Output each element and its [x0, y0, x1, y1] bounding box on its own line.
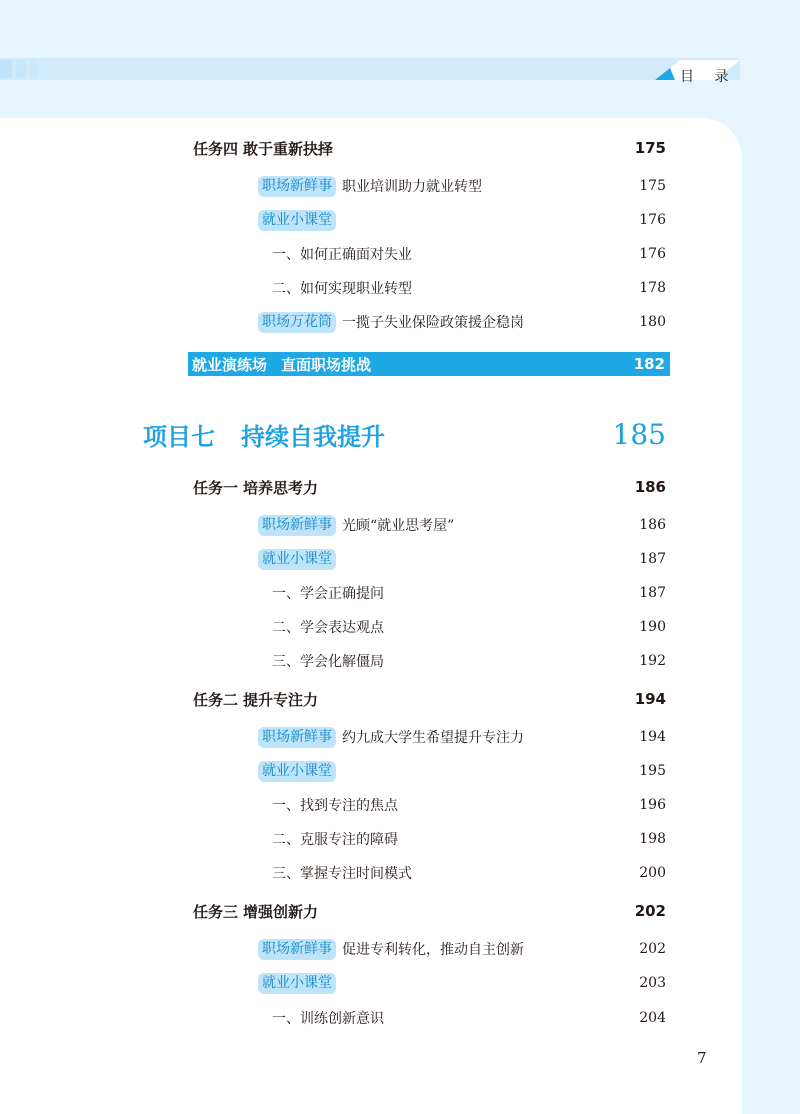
- news-text: 职业培训助力就业转型: [342, 179, 482, 195]
- item-text: 一、学会正确提问: [272, 586, 384, 602]
- item-page: 196: [639, 797, 666, 813]
- news-page: 194: [639, 729, 666, 745]
- item-text: 一、训练创新意识: [272, 1011, 384, 1027]
- class-tag: 就业小课堂: [258, 549, 336, 570]
- project-number: 项目七: [143, 421, 215, 451]
- news-tag: 职场新鲜事: [258, 939, 336, 960]
- practice-page: 182: [633, 355, 665, 373]
- news-row[interactable]: [258, 937, 666, 961]
- news-row[interactable]: [258, 725, 666, 749]
- list-item[interactable]: [272, 276, 666, 300]
- class-tag: 就业小课堂: [258, 210, 336, 231]
- kaleidoscope-text: 一揽子失业保险政策援企稳岗: [342, 315, 524, 331]
- news-tag: 职场新鲜事: [258, 515, 336, 536]
- class-row[interactable]: [258, 208, 666, 232]
- news-text: 约九成大学生希望提升专注力: [342, 730, 524, 746]
- practice-label: 就业演练场: [192, 355, 268, 374]
- list-item[interactable]: [272, 242, 666, 266]
- task-row-1[interactable]: [193, 474, 666, 500]
- project-page: 185: [612, 417, 666, 451]
- practice-title: 直面职场挑战: [281, 355, 372, 374]
- class-row[interactable]: [258, 547, 666, 571]
- news-page: 202: [639, 941, 666, 957]
- news-row[interactable]: [258, 513, 666, 537]
- item-page: 192: [639, 653, 666, 669]
- header-section-label: 目 录: [680, 69, 737, 85]
- news-tag: 职场新鲜事: [258, 727, 336, 748]
- project-title: 持续自我提升: [241, 421, 385, 451]
- item-text: 三、掌握专注时间模式: [272, 866, 412, 882]
- task-title: 增强创新力: [243, 902, 319, 921]
- task-number: 任务一: [193, 478, 239, 497]
- item-text: 二、学会表达观点: [272, 620, 384, 636]
- kaleidoscope-tag: 职场万花筒: [258, 312, 336, 333]
- list-item[interactable]: [272, 793, 666, 817]
- practice-row[interactable]: [188, 352, 670, 376]
- item-page: 204: [639, 1010, 666, 1026]
- list-item[interactable]: [272, 827, 666, 851]
- task-number: 任务四: [193, 139, 239, 158]
- item-text: 二、克服专注的障碍: [272, 832, 398, 848]
- item-page: 190: [639, 619, 666, 635]
- class-page: 203: [639, 975, 666, 991]
- task-page: 202: [634, 902, 666, 920]
- task-number: 任务二: [193, 690, 239, 709]
- task-row-2[interactable]: [193, 686, 666, 712]
- task-page: 194: [634, 690, 666, 708]
- news-page: 175: [639, 178, 666, 194]
- task-page: 175: [634, 139, 666, 157]
- task-title: 培养思考力: [243, 478, 319, 497]
- news-text: 光顾“就业思考屋”: [342, 518, 455, 534]
- list-item[interactable]: [272, 1006, 666, 1030]
- list-item[interactable]: [272, 861, 666, 885]
- task-row-4[interactable]: [193, 135, 666, 161]
- class-page: 187: [639, 551, 666, 567]
- list-item[interactable]: [272, 615, 666, 639]
- project-row-7[interactable]: [143, 414, 666, 454]
- news-text: 促进专利转化，推动自主创新: [342, 942, 524, 958]
- item-page: 187: [639, 585, 666, 601]
- task-row-3[interactable]: [193, 898, 666, 924]
- page-number: 7: [697, 1049, 707, 1067]
- task-title: 提升专注力: [243, 690, 319, 709]
- item-text: 三、学会化解僵局: [272, 654, 384, 670]
- class-row[interactable]: [258, 971, 666, 995]
- item-page: 176: [639, 246, 666, 262]
- item-text: 一、如何正确面对失业: [272, 247, 412, 263]
- kaleidoscope-row[interactable]: [258, 310, 666, 334]
- task-title: 敢于重新抉择: [243, 139, 334, 158]
- item-page: 200: [639, 865, 666, 881]
- item-text: 二、如何实现职业转型: [272, 281, 412, 297]
- class-page: 176: [639, 212, 666, 228]
- item-page: 198: [639, 831, 666, 847]
- item-page: 178: [639, 280, 666, 296]
- task-page: 186: [634, 478, 666, 496]
- class-tag: 就业小课堂: [258, 761, 336, 782]
- news-row[interactable]: [258, 174, 666, 198]
- class-row[interactable]: [258, 759, 666, 783]
- news-tag: 职场新鲜事: [258, 176, 336, 197]
- kaleidoscope-page: 180: [639, 314, 666, 330]
- class-tag: 就业小课堂: [258, 973, 336, 994]
- list-item[interactable]: [272, 581, 666, 605]
- news-page: 186: [639, 517, 666, 533]
- item-text: 一、找到专注的焦点: [272, 798, 398, 814]
- task-number: 任务三: [193, 902, 239, 921]
- list-item[interactable]: [272, 649, 666, 673]
- class-page: 195: [639, 763, 666, 779]
